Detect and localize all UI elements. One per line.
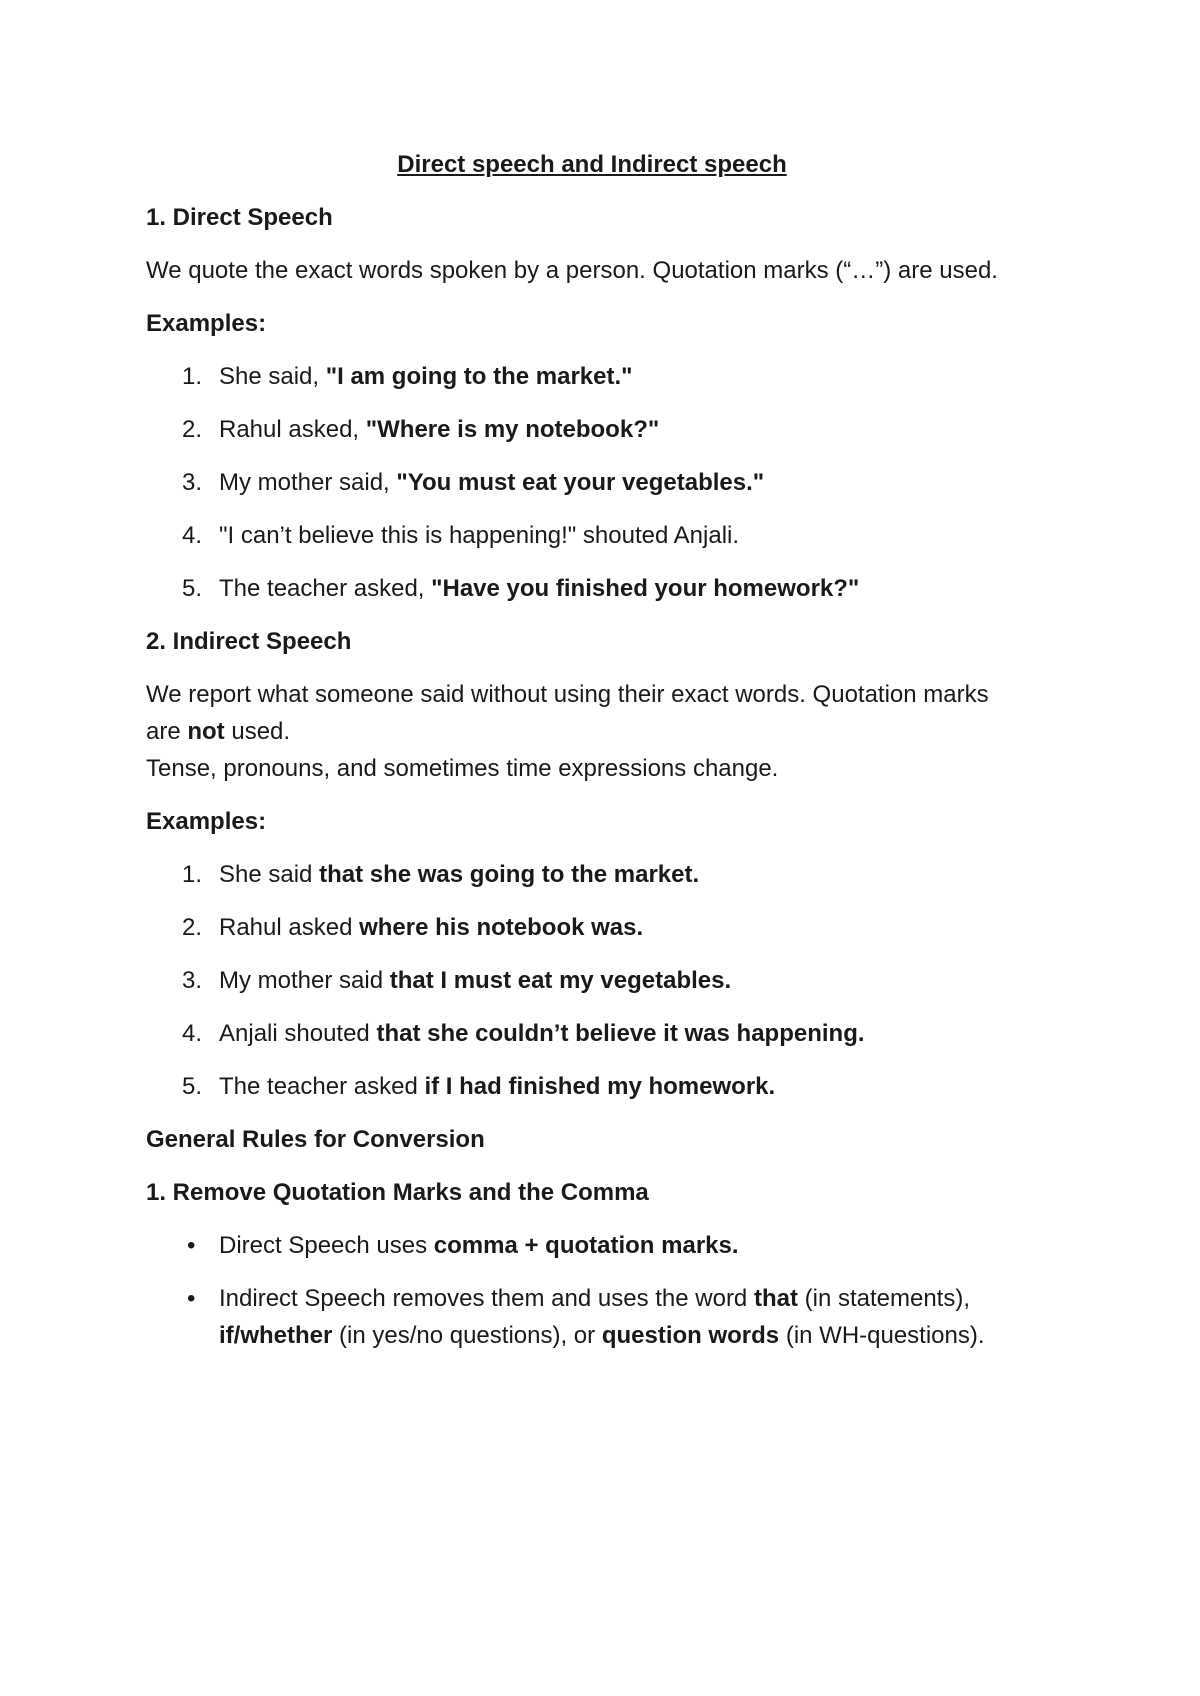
list-item bbox=[146, 1280, 1026, 1354]
example-reported: if I had finished my homework. bbox=[424, 1073, 776, 1100]
example-text: The teacher asked bbox=[219, 1073, 425, 1100]
list-item bbox=[146, 570, 1026, 607]
example-quote: "I am going to the market." bbox=[325, 363, 633, 390]
list-number: 2. bbox=[182, 914, 203, 941]
description-text: We report what someone said without using their exact words. Quotation marks are bbox=[146, 681, 989, 745]
example-reported: that she was going to the market. bbox=[319, 861, 700, 888]
bullet-icon: • bbox=[187, 1232, 196, 1259]
rule-text: Direct Speech uses bbox=[219, 1232, 434, 1259]
example-quote: "You must eat your vegetables." bbox=[396, 469, 765, 496]
example-text: Anjali shouted bbox=[219, 1020, 377, 1047]
example-text: She said, bbox=[219, 363, 326, 390]
example-reported: where his notebook was. bbox=[359, 914, 644, 941]
section-heading-indirect-speech: 2. Indirect Speech bbox=[146, 628, 352, 655]
example-text: The teacher asked, bbox=[219, 575, 432, 602]
list-item bbox=[146, 1227, 1026, 1264]
indirect-examples-list bbox=[146, 856, 1026, 1105]
example-text: My mother said, bbox=[219, 469, 397, 496]
rule-text: (in statements), bbox=[797, 1285, 971, 1312]
example-text: Rahul asked, bbox=[219, 416, 366, 443]
direct-examples-label: Examples: bbox=[146, 310, 267, 337]
list-number: 4. bbox=[182, 522, 203, 549]
rule-text: (in WH-questions). bbox=[779, 1322, 985, 1349]
description-emphasis: not bbox=[187, 718, 225, 745]
section-heading-general-rules: General Rules for Conversion bbox=[146, 1126, 485, 1153]
list-number: 1. bbox=[182, 363, 203, 390]
description-line-2: Tense, pronouns, and sometimes time expressions change. bbox=[146, 755, 779, 782]
direct-speech-description: We quote the exact words spoken by a person. Quotation marks (“…”) are used. bbox=[146, 257, 998, 284]
example-text: My mother said bbox=[219, 967, 390, 994]
list-item bbox=[146, 358, 1026, 395]
example-text: Rahul asked bbox=[219, 914, 360, 941]
example-quote: "Where is my notebook?" bbox=[365, 416, 660, 443]
section-heading-direct-speech: 1. Direct Speech bbox=[146, 204, 333, 231]
rule-heading-remove-quotation-marks: 1. Remove Quotation Marks and the Comma bbox=[146, 1179, 649, 1206]
bullet-icon: • bbox=[187, 1285, 196, 1312]
indirect-examples-label: Examples: bbox=[146, 808, 267, 835]
example-reported: that she couldn’t believe it was happening. bbox=[376, 1020, 865, 1047]
list-item bbox=[146, 1068, 1026, 1105]
rule-emphasis-if-whether: if/whether bbox=[219, 1322, 333, 1349]
direct-examples-list bbox=[146, 358, 1026, 607]
rules-bullet-list bbox=[146, 1227, 1026, 1354]
example-reported: that I must eat my vegetables. bbox=[389, 967, 732, 994]
document-body bbox=[146, 146, 1026, 1370]
list-item bbox=[146, 909, 1026, 946]
list-item bbox=[146, 464, 1026, 501]
list-item bbox=[146, 517, 1026, 554]
list-number: 5. bbox=[182, 575, 203, 602]
list-item bbox=[146, 1015, 1026, 1052]
rule-emphasis: comma + quotation marks. bbox=[433, 1232, 739, 1259]
list-item bbox=[146, 962, 1026, 999]
list-number: 4. bbox=[182, 1020, 203, 1047]
list-number: 2. bbox=[182, 416, 203, 443]
description-text-end: used. bbox=[224, 718, 291, 745]
example-text: "I can’t believe this is happening!" shouted Anjali. bbox=[219, 522, 740, 549]
list-number: 5. bbox=[182, 1073, 203, 1100]
example-text: She said bbox=[219, 861, 320, 888]
rule-text: Indirect Speech removes them and uses the word bbox=[219, 1285, 754, 1312]
list-item bbox=[146, 411, 1026, 448]
rule-emphasis-that: that bbox=[753, 1285, 798, 1312]
indirect-speech-description bbox=[146, 676, 1026, 787]
rule-emphasis-question-words: question words bbox=[601, 1322, 780, 1349]
list-number: 3. bbox=[182, 967, 203, 994]
rule-text: (in yes/no questions), or bbox=[332, 1322, 602, 1349]
document-title: Direct speech and Indirect speech bbox=[397, 151, 787, 178]
list-number: 3. bbox=[182, 469, 203, 496]
list-item bbox=[146, 856, 1026, 893]
list-number: 1. bbox=[182, 861, 203, 888]
example-quote: "Have you finished your homework?" bbox=[431, 575, 860, 602]
